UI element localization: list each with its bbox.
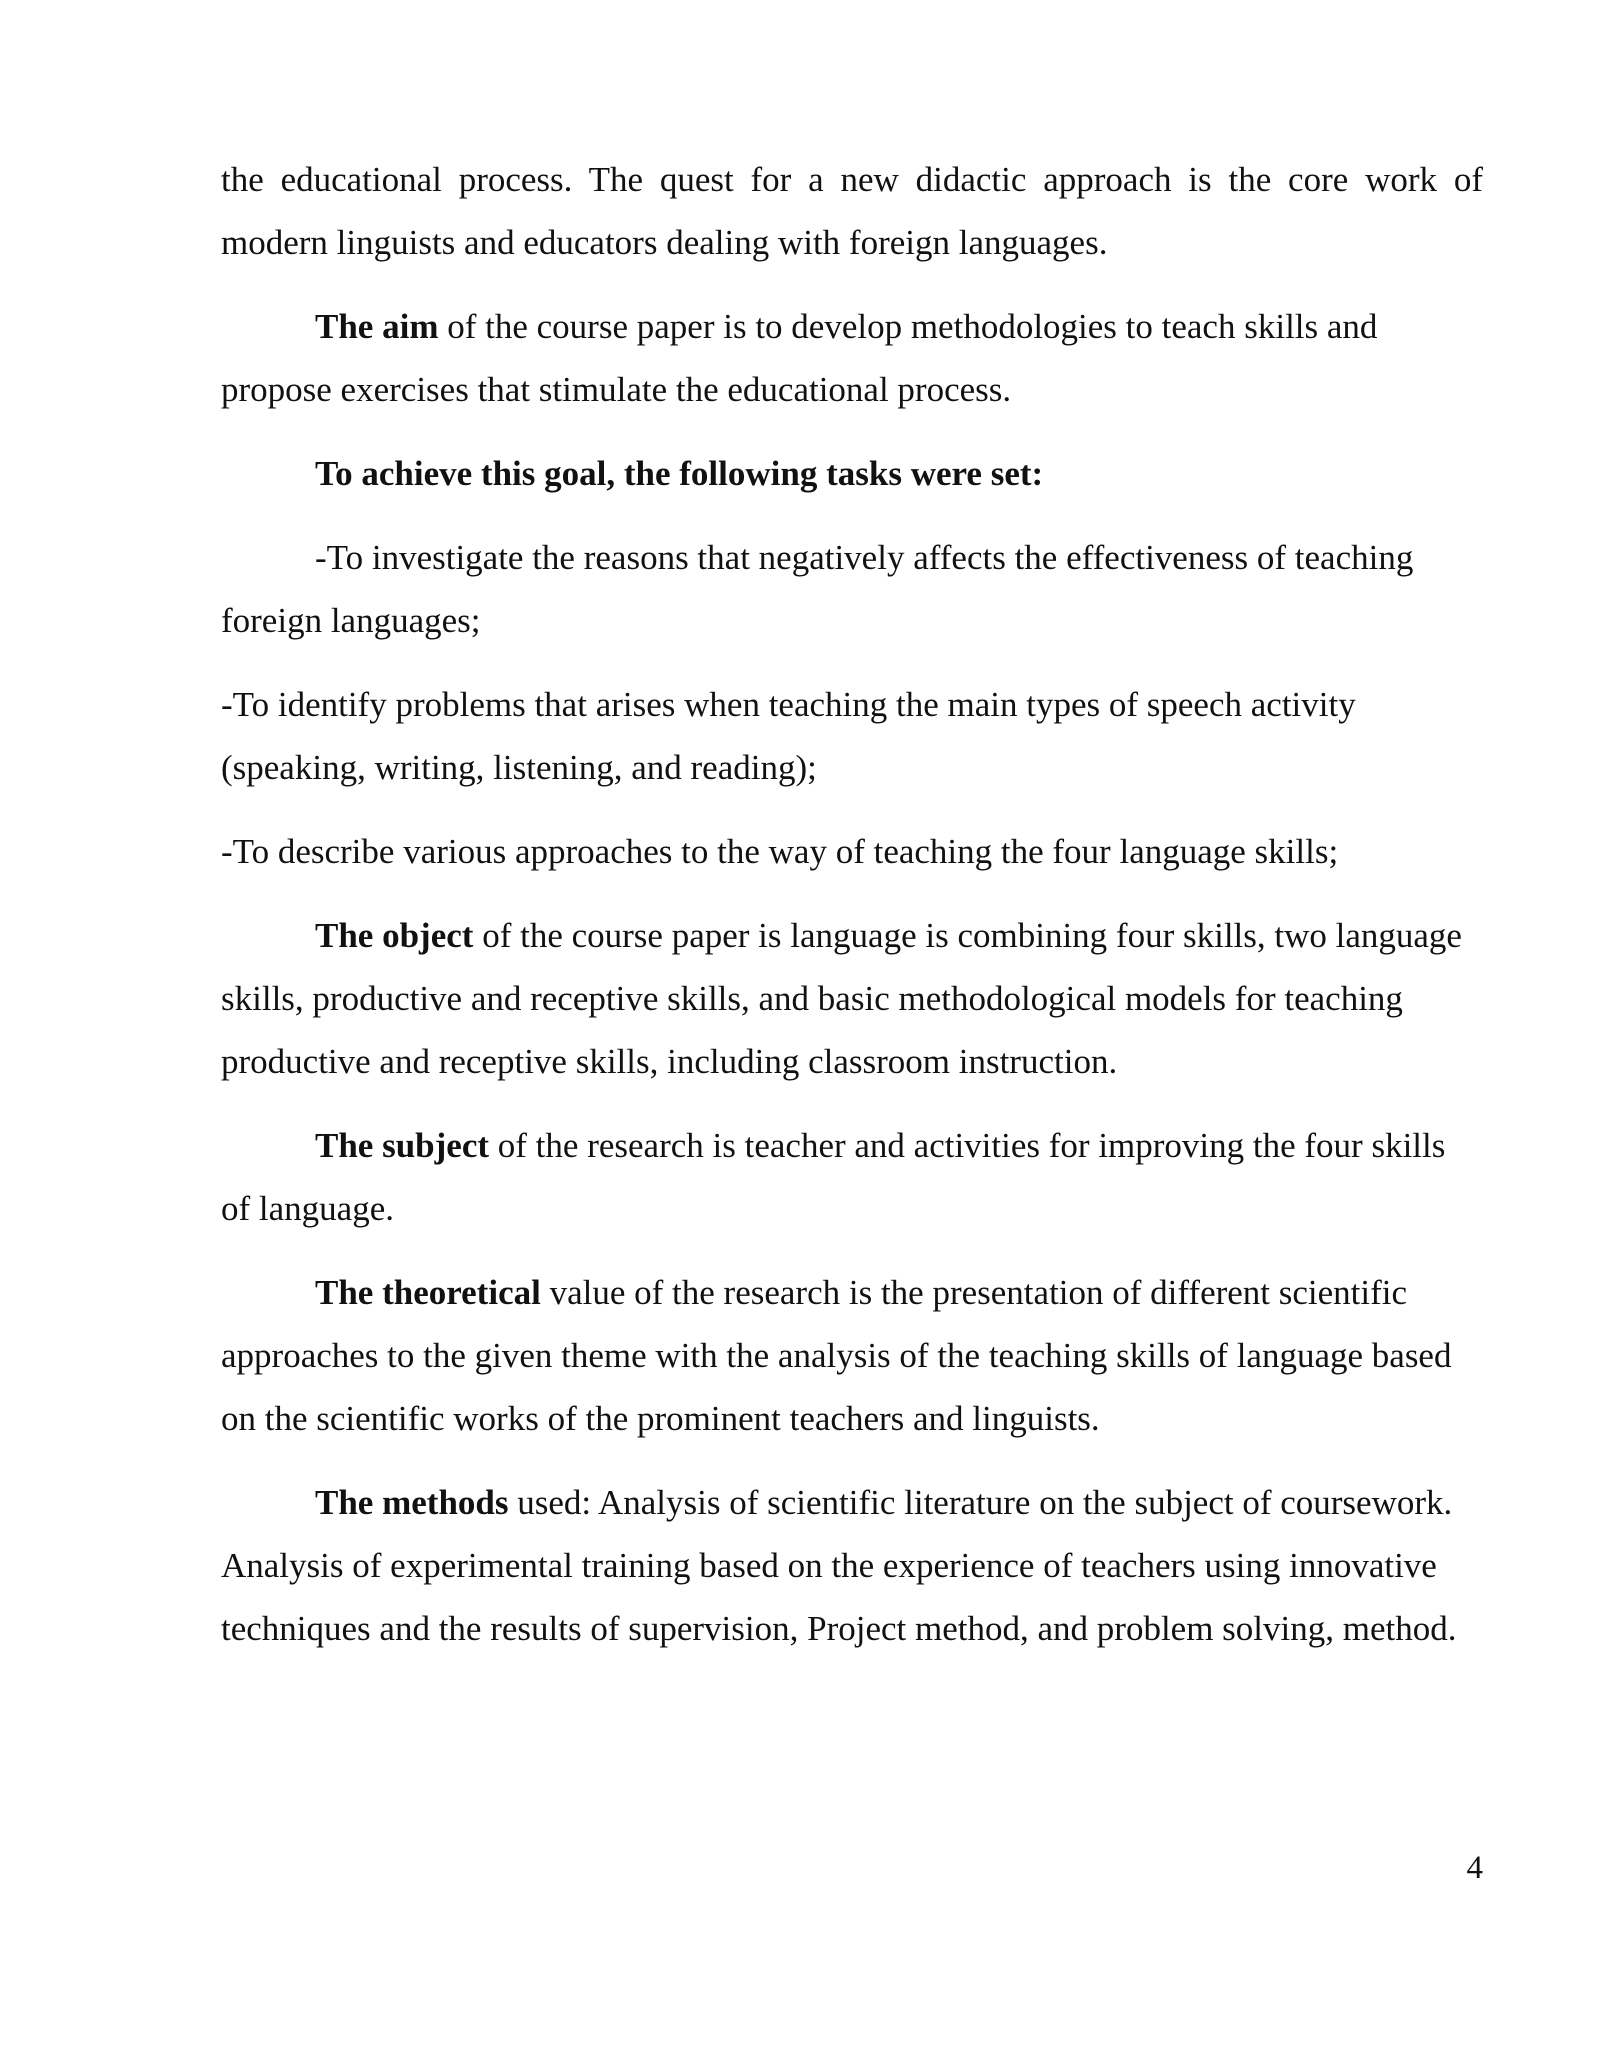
paragraph-intro [221, 148, 1483, 274]
tasks-heading [221, 442, 1483, 505]
subject-text: of the research is teacher and activities for improving the four skills of language. [221, 1126, 1446, 1228]
paragraph-methods [221, 1471, 1483, 1660]
object-text: of the course paper is language is combining four skills, two language skills, productive and receptive skills, and basic methodological models for teaching productive and receptive skills, including classroom instruction. [221, 916, 1462, 1081]
paragraph-intro-text: the educational process. The quest for a new didactic approach is the core work of modern linguists and educators dealing with foreign languages. [221, 160, 1483, 262]
tasks-heading-text: To achieve this goal, the following tasks were set: [315, 454, 1044, 493]
paragraph-object [221, 904, 1483, 1093]
task-item-2 [221, 673, 1483, 799]
methods-text: used: Analysis of scientific literature on the subject of coursework. Analysis of experimental training based on the experience of teachers using innovative techniques and the results of supervision, Project method, and problem solving, method. [221, 1483, 1457, 1648]
task-item-2-text: -To identify problems that arises when teaching the main types of speech activity (speaking, writing, listening, and reading); [221, 685, 1356, 787]
task-item-1 [221, 526, 1483, 652]
task-item-3-text: -To describe various approaches to the way of teaching the four language skills; [221, 832, 1339, 871]
methods-term: The methods [315, 1483, 509, 1522]
theoretical-text: value of the research is the presentation of different scientific approaches to the given theme with the analysis of the teaching skills of language based on the scientific works of the prominent teachers and linguists. [221, 1273, 1452, 1438]
aim-term: The aim [315, 307, 439, 346]
task-item-3 [221, 820, 1483, 883]
aim-text: of the course paper is to develop methodologies to teach skills and propose exercises that stimulate the educational process. [221, 307, 1378, 409]
object-term: The object [315, 916, 474, 955]
task-item-1-text: -To investigate the reasons that negatively affects the effectiveness of teaching foreign languages; [221, 538, 1414, 640]
paragraph-aim [221, 295, 1483, 421]
theoretical-term: The theoretical [315, 1273, 541, 1312]
page-number: 4 [1466, 1850, 1483, 1886]
paragraph-subject [221, 1114, 1483, 1240]
page-body [221, 148, 1483, 1681]
paragraph-theoretical [221, 1261, 1483, 1450]
subject-term: The subject [315, 1126, 490, 1165]
